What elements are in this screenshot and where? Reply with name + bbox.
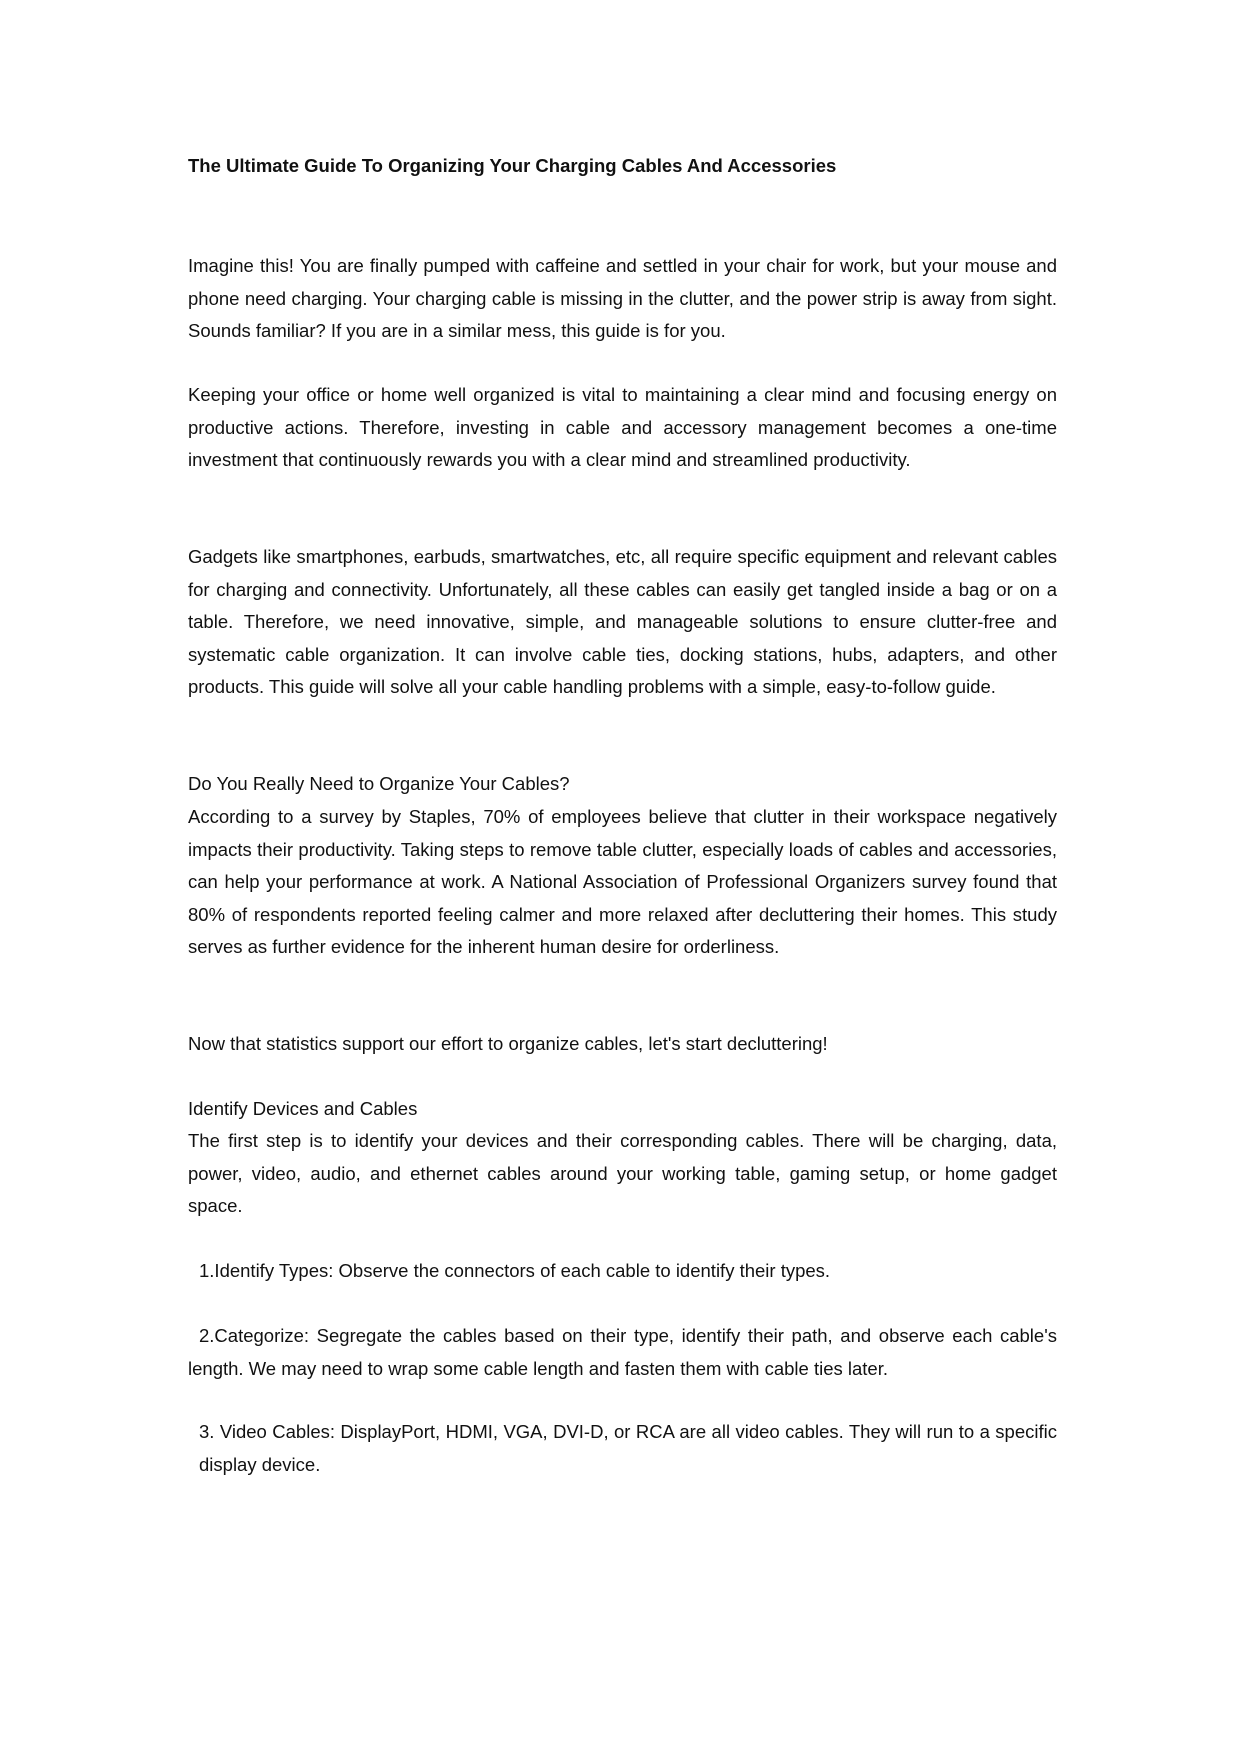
paragraph-identify: The first step is to identify your devices and their corresponding cables. There will be charging, data, power, video, audio, and ethernet cables around your working table, gaming setup, or home gadget space.	[188, 1130, 1057, 1217]
list-item-categorize: 2.Categorize: Segregate the cables based on their type, identify their path, and observe each cable's length. We may need to wrap some cable length and fasten them with cable ties later.	[188, 1325, 1057, 1379]
paragraph-survey: According to a survey by Staples, 70% of employees believe that clutter in their workspace negatively impacts their productivity. Taking steps to remove table clutter, especially loads of cables and accessories, can help your performance at work. A National Association of Professional Organizers survey found that 80% of respondents reported feeling calmer and more relaxed after decluttering their homes. This study serves as further evidence for the inherent human desire for orderliness.	[188, 806, 1057, 958]
heading-need-to-organize: Do You Really Need to Organize Your Cables?	[188, 773, 570, 794]
list-item-video-cables: 3. Video Cables: DisplayPort, HDMI, VGA, DVI-D, or RCA are all video cables. They will run to a specific display device.	[199, 1421, 1057, 1475]
paragraph-statistics: Now that statistics support our effort to organize cables, let's start decluttering!	[188, 1033, 828, 1054]
list-item-identify-types: 1.Identify Types: Observe the connectors of each cable to identify their types.	[199, 1260, 831, 1281]
document-title: The Ultimate Guide To Organizing Your Charging Cables And Accessories	[188, 155, 837, 176]
heading-identify-devices: Identify Devices and Cables	[188, 1098, 418, 1119]
paragraph-gadgets: Gadgets like smartphones, earbuds, smartwatches, etc, all require specific equipment and relevant cables for charging and connectivity. Unfortunately, all these cables can easily get tangled inside a bag or on a table. Therefore, we need innovative, simple, and manageable solutions to ensure clutter-free and systematic cable organization. It can involve cable ties, docking stations, hubs, adapters, and other products. This guide will solve all your cable handling problems with a simple, easy-to-follow guide.	[188, 546, 1057, 698]
paragraph-organized: Keeping your office or home well organized is vital to maintaining a clear mind and focusing energy on productive actions. Therefore, investing in cable and accessory management becomes a one-time investment that continuously rewards you with a clear mind and streamlined productivity.	[188, 384, 1057, 471]
paragraph-intro: Imagine this! You are finally pumped with caffeine and settled in your chair for work, but your mouse and phone need charging. Your charging cable is missing in the clutter, and the power strip is away from sight. Sounds familiar? If you are in a similar mess, this guide is for you.	[188, 255, 1057, 342]
